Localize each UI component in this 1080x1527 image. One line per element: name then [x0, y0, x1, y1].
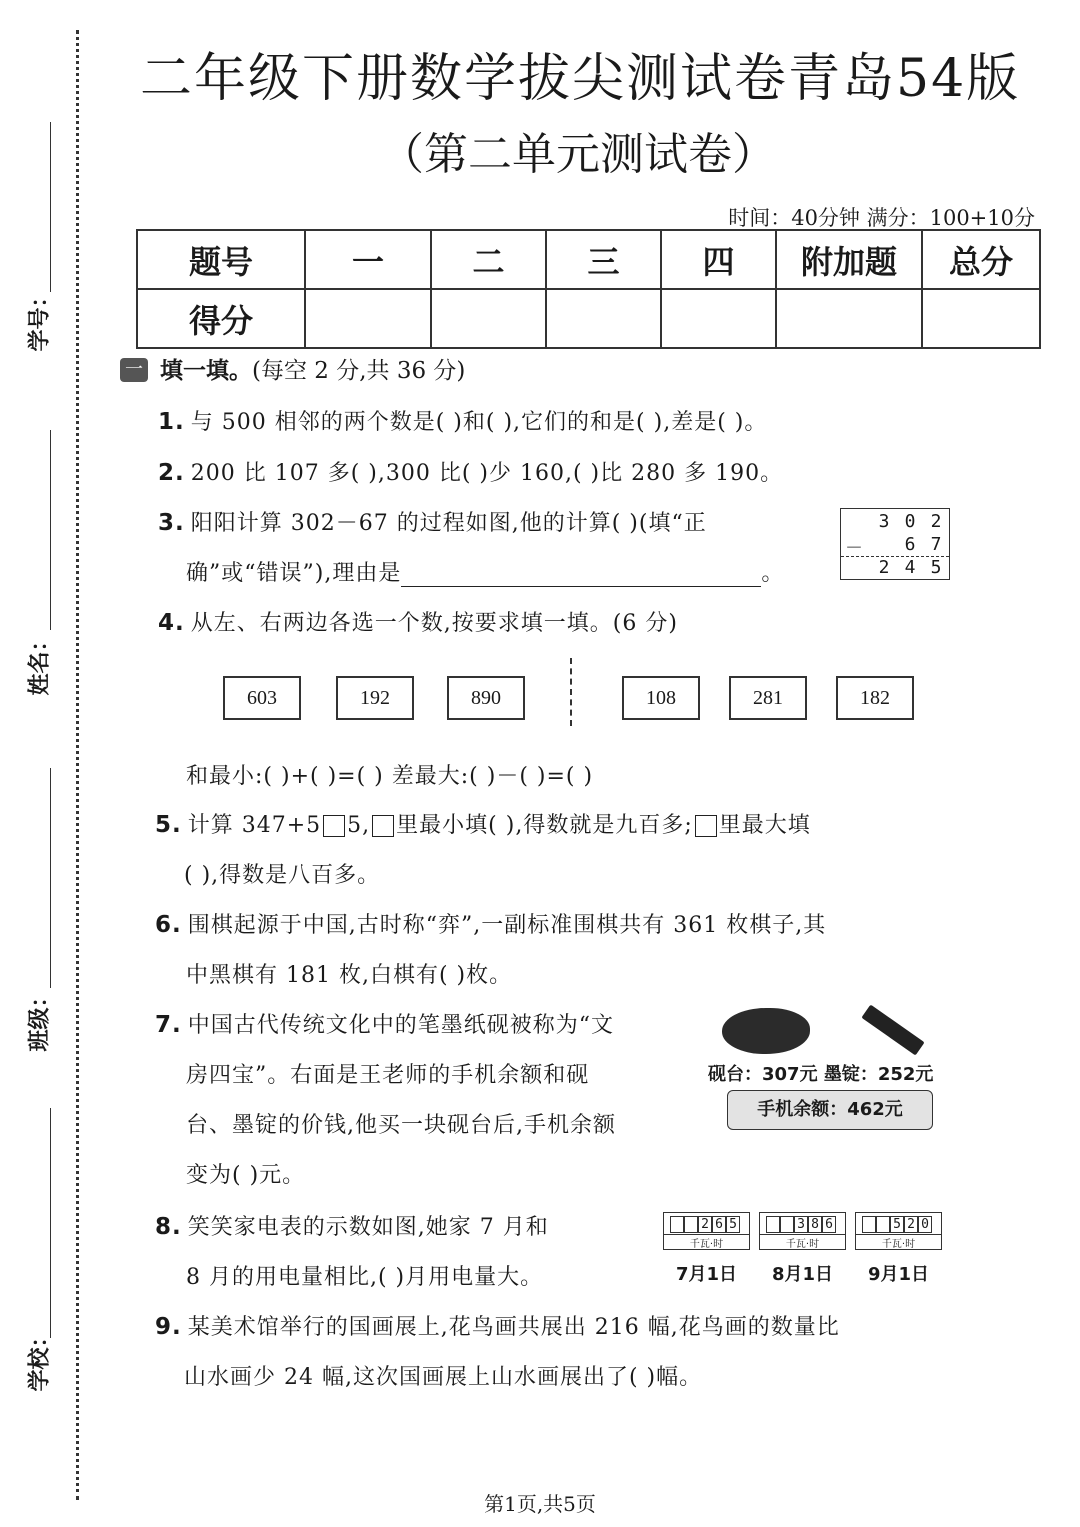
meter-unit: 千瓦·时	[856, 1234, 941, 1250]
score-cell[interactable]	[922, 289, 1040, 348]
question-text: 中国古代传统文化中的笔墨纸砚被称为“文	[187, 1013, 614, 1038]
meter-digit: 6	[822, 1216, 836, 1233]
student-no-line	[50, 122, 51, 292]
question-8-line1	[155, 1210, 549, 1241]
name-line	[50, 430, 51, 630]
score-table	[136, 229, 1041, 349]
question-text: 从左、右两边各选一个数,按要求填一填。(6 分)	[190, 611, 678, 636]
score-header-cell: 四	[661, 230, 776, 289]
question-text: 5,	[347, 813, 371, 838]
question-1	[158, 405, 767, 436]
question-text: 里最小填( ),得数就是九百多;	[396, 813, 693, 838]
meter-digit	[766, 1216, 780, 1233]
meter-digit: 2	[904, 1216, 918, 1233]
score-header-cell: 二	[431, 230, 546, 289]
electric-meter-sep	[855, 1212, 942, 1250]
meter-digit: 5	[890, 1216, 904, 1233]
question-number: 3.	[158, 510, 185, 536]
number-card-right: 281	[729, 676, 807, 720]
score-table-score-row	[137, 289, 1040, 348]
meter-date: 9月1日	[868, 1264, 930, 1285]
question-text: 围棋起源于中国,古时称“弈”,一副标准围棋共有 361 枚棋子,其	[187, 913, 827, 938]
calc-digit: 2	[930, 511, 942, 532]
question-2	[158, 456, 783, 487]
question-5-line1	[155, 808, 811, 839]
meter-digit: 3	[794, 1216, 808, 1233]
question-6-line2: 中黑棋有 181 枚,白棋有( )枚。	[186, 963, 513, 988]
binding-dotted-line	[76, 30, 79, 1500]
question-7-line3: 台、墨锭的价钱,他买一块砚台后,手机余额	[186, 1113, 616, 1138]
meter-digit: 5	[726, 1216, 740, 1233]
score-header-cell: 一	[305, 230, 431, 289]
score-header-cell: 总分	[922, 230, 1040, 289]
question-7-line4: 变为( )元。	[186, 1163, 306, 1188]
section-badge: 一	[120, 358, 148, 382]
number-divider	[570, 658, 572, 726]
calc-row-top	[841, 511, 949, 534]
question-9-line2: 山水画少 24 幅,这次国画展上山水画展出了( )幅。	[184, 1365, 703, 1390]
question-text-end: 。	[761, 561, 785, 586]
score-header-cell: 题号	[137, 230, 305, 289]
meter-unit: 千瓦·时	[664, 1234, 749, 1250]
question-number: 8.	[155, 1214, 182, 1240]
meter-digit	[876, 1216, 890, 1233]
question-text: 某美术馆举行的国画展上,花鸟画共展出 216 幅,花鸟画的数量比	[187, 1315, 840, 1340]
meter-digits	[862, 1216, 936, 1233]
number-card-left: 603	[223, 676, 301, 720]
question-6-line1	[155, 908, 826, 939]
section-title-text: 填一填。	[160, 358, 252, 384]
score-row-label: 得分	[137, 289, 305, 348]
page-footer: 第1页,共5页	[484, 1492, 596, 1516]
question-number: 5.	[155, 812, 182, 838]
meter-digit	[670, 1216, 684, 1233]
question-number: 1.	[158, 409, 185, 435]
reason-answer-line[interactable]	[401, 564, 761, 587]
meter-digit	[780, 1216, 794, 1233]
calc-digit: 4	[904, 557, 916, 578]
score-table-header-row	[137, 230, 1040, 289]
calc-digit: 6	[904, 534, 916, 555]
question-text: 200 比 107 多( ),300 比( )少 160,( )比 280 多 190。	[190, 461, 784, 486]
calc-digit: 2	[878, 557, 890, 578]
meter-digit: 0	[918, 1216, 932, 1233]
number-card-left: 192	[336, 676, 414, 720]
class-line	[50, 768, 51, 988]
question-text: 阳阳计算 302－67 的过程如图,他的计算( )(填“正	[190, 511, 707, 536]
question-7-line1	[155, 1008, 614, 1039]
empty-square	[372, 815, 394, 837]
page-subtitle: （第二单元测试卷）	[380, 129, 776, 180]
number-card-right: 108	[622, 676, 700, 720]
student-no-label: 学号：	[26, 285, 53, 352]
question-5-line2: ( ),得数是八百多。	[184, 863, 381, 888]
meter-digit	[862, 1216, 876, 1233]
question-number: 2.	[158, 460, 185, 486]
question-3-line1	[158, 506, 707, 537]
calc-digit: 0	[904, 511, 916, 532]
question-4	[158, 606, 678, 637]
question-text: 计算 347+5	[187, 813, 322, 838]
score-cell[interactable]	[431, 289, 546, 348]
question-3-line2	[186, 556, 784, 587]
question-text: 确”或“错误”),理由是	[186, 561, 402, 586]
meter-date: 7月1日	[676, 1264, 738, 1285]
question-text: 与 500 相邻的两个数是( )和( ),它们的和是( ),差是( )。	[190, 410, 768, 435]
score-cell[interactable]	[546, 289, 661, 348]
calc-row-mid	[841, 534, 949, 557]
calc-digit: 5	[930, 557, 942, 578]
meter-digit: 8	[808, 1216, 822, 1233]
calc-row-result	[841, 557, 949, 580]
meter-date: 8月1日	[772, 1264, 834, 1285]
name-label: 姓名：	[26, 629, 53, 696]
question-8-line2: 8 月的用电量相比,( )月用电量大。	[186, 1265, 544, 1290]
calc-digit: 3	[878, 511, 890, 532]
meter-digit: 6	[712, 1216, 726, 1233]
score-cell[interactable]	[661, 289, 776, 348]
calc-digit: 7	[930, 534, 942, 555]
meter-digit: 2	[698, 1216, 712, 1233]
price-label: 砚台：307元 墨锭：252元	[708, 1064, 934, 1085]
question-number: 7.	[155, 1012, 182, 1038]
meter-digits	[766, 1216, 840, 1233]
score-header-cell: 附加题	[776, 230, 922, 289]
empty-square	[695, 815, 717, 837]
page-title: 二年级下册数学拔尖测试卷青岛54版	[140, 49, 1021, 109]
class-label: 班级：	[26, 985, 53, 1052]
inkstone-image	[722, 1008, 810, 1054]
question-text: 笑笑家电表的示数如图,她家 7 月和	[187, 1215, 549, 1240]
section-title	[160, 352, 465, 385]
electric-meter-aug	[759, 1212, 846, 1250]
question-4-answer: 和最小:( )+( )=( ) 差最大:( )－( )=( )	[186, 764, 594, 789]
question-number: 6.	[155, 912, 182, 938]
number-card-left: 890	[447, 676, 525, 720]
score-cell[interactable]	[305, 289, 431, 348]
meter-digits	[670, 1216, 744, 1233]
question-9-line1	[155, 1310, 840, 1341]
subtraction-working	[840, 508, 950, 580]
question-text: 里最大填	[718, 813, 811, 838]
school-label: 学校：	[26, 1325, 53, 1392]
question-number: 9.	[155, 1314, 182, 1340]
question-number: 4.	[158, 610, 185, 636]
phone-balance-box: 手机余额：462元	[727, 1090, 933, 1130]
meter-digit	[684, 1216, 698, 1233]
empty-square	[323, 815, 345, 837]
number-card-right: 182	[836, 676, 914, 720]
question-7-line2: 房四宝”。右面是王老师的手机余额和砚	[186, 1063, 590, 1088]
school-line	[50, 1108, 51, 1338]
inkstick-image	[861, 1005, 924, 1056]
calc-minus-sign: －	[845, 538, 863, 559]
meter-unit: 千瓦·时	[760, 1234, 845, 1250]
exam-meta: 时间：40分钟 满分：100+10分	[728, 206, 1035, 230]
electric-meter-jul	[663, 1212, 750, 1250]
section-note: (每空 2 分,共 36 分)	[252, 358, 466, 384]
score-header-cell: 三	[546, 230, 661, 289]
score-cell[interactable]	[776, 289, 922, 348]
